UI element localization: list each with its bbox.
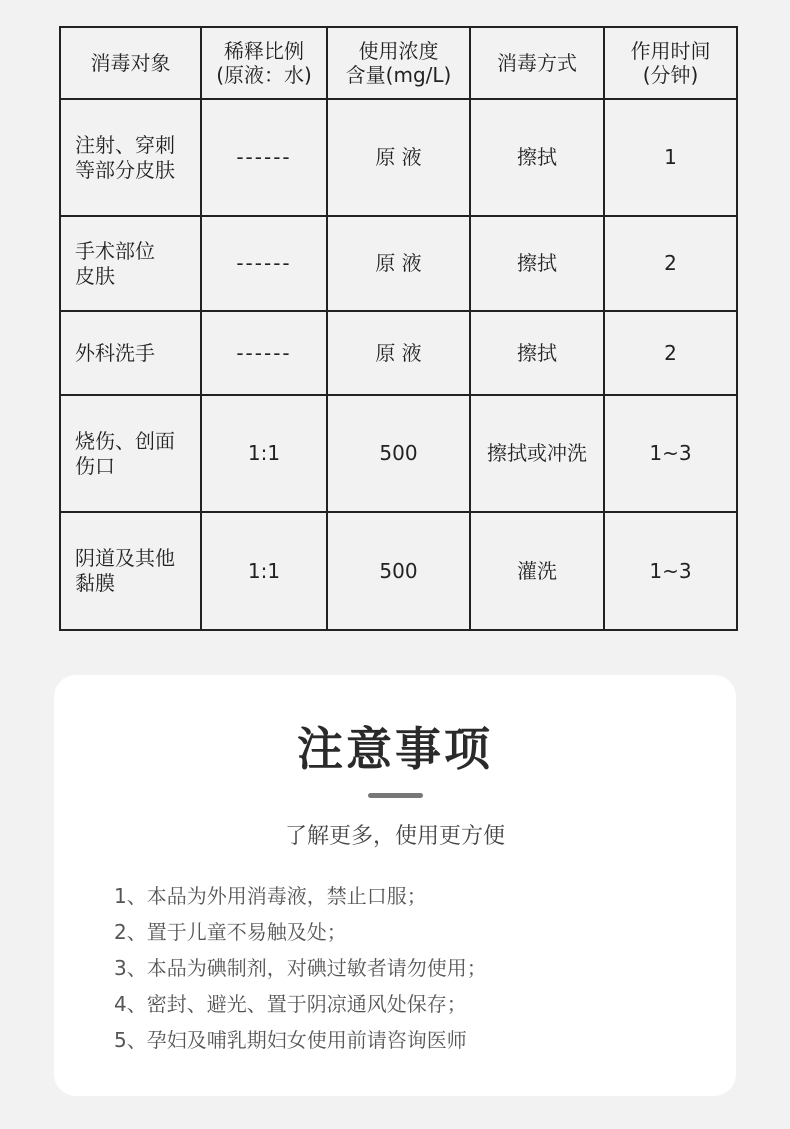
title-divider xyxy=(368,793,423,798)
cell-method: 灌洗 xyxy=(470,512,604,630)
cell-time: 1~3 xyxy=(604,512,737,630)
cell-ratio: 1:1 xyxy=(201,512,327,630)
cell-time: 1 xyxy=(604,99,737,216)
notice-title: 注意事项 xyxy=(297,722,493,776)
usage-table xyxy=(59,26,738,631)
cell-ratio: 1:1 xyxy=(201,395,327,512)
cell-object: 烧伤、创面 伤口 xyxy=(60,395,201,512)
table-row xyxy=(60,216,737,311)
cell-time: 1~3 xyxy=(604,395,737,512)
cell-method: 擦拭 xyxy=(470,311,604,395)
cell-ratio: ------ xyxy=(201,216,327,311)
cell-object: 外科洗手 xyxy=(60,311,201,395)
cell-method: 擦拭 xyxy=(470,99,604,216)
notice-card xyxy=(54,675,736,1096)
cell-concentration: 原 液 xyxy=(327,216,470,311)
header-time: 作用时间 (分钟) xyxy=(604,27,737,99)
cell-ratio: ------ xyxy=(201,99,327,216)
cell-time: 2 xyxy=(604,311,737,395)
cell-ratio: ------ xyxy=(201,311,327,395)
header-concentration: 使用浓度 含量(mg/L) xyxy=(327,27,470,99)
cell-concentration: 500 xyxy=(327,395,470,512)
cell-concentration: 500 xyxy=(327,512,470,630)
table-header-row xyxy=(60,27,737,99)
cell-object: 阴道及其他 黏膜 xyxy=(60,512,201,630)
table-row xyxy=(60,99,737,216)
cell-concentration: 原 液 xyxy=(327,99,470,216)
list-item: 2、置于儿童不易触及处； xyxy=(114,920,347,944)
cell-method: 擦拭 xyxy=(470,216,604,311)
table-row xyxy=(60,395,737,512)
header-ratio: 稀释比例 (原液：水) xyxy=(201,27,327,99)
list-item: 5、孕妇及哺乳期妇女使用前请咨询医师 xyxy=(114,1028,467,1052)
cell-object: 手术部位 皮肤 xyxy=(60,216,201,311)
cell-method: 擦拭或冲洗 xyxy=(470,395,604,512)
notice-subtitle: 了解更多，使用更方便 xyxy=(284,824,505,849)
header-method: 消毒方式 xyxy=(470,27,604,99)
list-item: 1、本品为外用消毒液，禁止口服； xyxy=(114,884,427,908)
cell-object: 注射、穿刺 等部分皮肤 xyxy=(60,99,201,216)
list-item: 3、本品为碘制剂，对碘过敏者请勿使用； xyxy=(114,956,487,980)
cell-time: 2 xyxy=(604,216,737,311)
table-row xyxy=(60,311,737,395)
header-object: 消毒对象 xyxy=(60,27,201,99)
list-item: 4、密封、避光、置于阴凉通风处保存； xyxy=(114,992,467,1016)
cell-concentration: 原 液 xyxy=(327,311,470,395)
notice-list xyxy=(114,878,487,1058)
table-row xyxy=(60,512,737,630)
